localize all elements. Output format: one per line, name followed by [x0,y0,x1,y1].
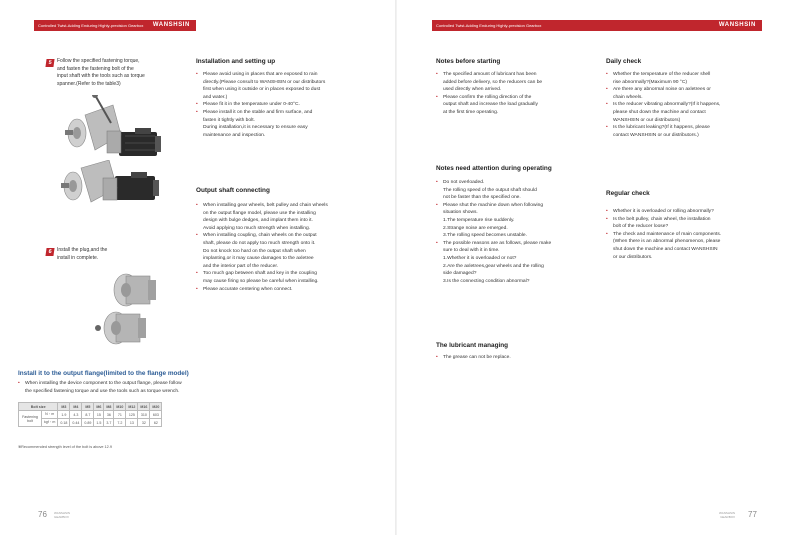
during-operating-list [436,179,596,285]
text-line: Do not knock too hard on the output shaft when [203,248,306,254]
step-6-text [57,247,187,262]
text-line: directly.(Please consult to WANSHSIN or our distributors [203,79,326,85]
output-shaft-list [196,202,371,293]
text-line: and fasten the fastening bolt of the [57,65,134,72]
text-line: • Please shut the machine down when following [443,202,544,208]
text-line: • Is the reducer vibrating abnormally?(If it happens, [613,102,721,108]
text-line: • The check and maintenance of main components. [613,231,722,237]
gearbox-motor-illustration-2 [55,160,180,230]
table-cell: 603 [150,411,162,419]
table-header-cell: M12 [126,403,138,411]
table-cell: 8.7 [82,411,94,419]
header-title: Controlled Twist-Adding Enduring Highly-precision Gearbox [38,23,144,28]
step-6-badge: 6 [45,248,54,256]
text-line: Avoid applying too much strength when installing. [203,225,311,231]
left-page [0,0,396,535]
text-line: output shaft and increase the load gradually [443,102,538,108]
text-line: • The specified amount of lubricant has been [443,72,537,77]
daily-check-list [606,71,766,139]
page-brand-line: WANSHSIN [719,511,736,515]
text-line: on the output flange model, please use the installing [203,210,316,216]
text-line: implanting,or it may cause damages to the axletree [203,256,314,262]
text-line: • Too much gap between shaft and key in the coupling [203,271,317,277]
text-line: • Please confirm the rolling direction of the [443,94,532,100]
section-heading-flange: Install it to the output flange(limited to the flange model) [18,370,189,377]
text-line: The rolling speed of the output shaft should [443,187,537,193]
table-cell: 3.7 [104,419,114,427]
text-line: fasten it tightly with bolt. [203,117,255,123]
table-header-cell: M6 [94,403,104,411]
bullet-item [436,179,596,202]
text-line: 1.The temperature rise suddenly. [443,217,515,223]
text-line: side damaged? [443,271,477,277]
section-heading-daily-check: Daily check [606,58,642,65]
page-brand-left [54,512,70,519]
text-line: or our distributors. [613,254,653,260]
page-number-left: 76 [38,510,47,519]
section-heading-installation: Installation and setting up [196,58,276,65]
text-line: input shaft with the tools such as torque [57,73,145,80]
text-line: not be faster than the specified one. [443,195,521,201]
text-line: 2.Strange noise are emerged. [443,225,508,231]
bullet-item [606,71,766,86]
bullet-item [18,380,278,395]
page-brand-line: WANSHSIN [54,511,71,515]
text-line: and the interior part of the reducer. [203,263,279,269]
table-row [19,411,162,419]
flange-list [18,380,278,395]
bullet-item [196,109,371,139]
text-line: • Are there any abnormal noise on axletrees or [613,87,711,93]
table-cell: 310 [138,411,150,419]
text-line: • Please install it on the stable and firm surface, and [203,109,313,115]
text-line: bolt of the reducer loose? [613,224,669,230]
bullet-item [606,124,766,139]
text-line: install in complete. [57,254,99,261]
text-line: may cause firing so please be careful when installing. [203,278,319,284]
motor-body [119,128,161,156]
step-5-badge: 5 [45,59,54,67]
text-line: • The grease can not be replace. [443,355,511,360]
page-brand-line: GEARBOX [720,514,736,519]
regular-check-list [606,208,766,261]
bullet-item [436,94,596,117]
text-line: • Is the lubricant leaking?(If it happens, please [613,125,710,131]
bullet-item [196,286,371,294]
text-line: at the first time operating. [443,109,499,115]
bolt-strength-note: ※Recommended strength level of the bolt is above 12.9 [18,445,112,449]
step-5-text [57,58,187,88]
table-cell: 1.5 [94,419,104,427]
before-starting-list [436,71,596,117]
bullet-item [606,101,766,124]
text-line: shut down the machine and contact WANSHSIN [613,246,718,252]
table-header-cell: M5 [82,403,94,411]
bullet-item [196,202,371,232]
table-cell: 1.9 [58,411,70,419]
table-cell: 15 [94,411,104,419]
table-cell: 7.2 [114,419,126,427]
text-line: • Do not overloaded. [443,180,485,185]
section-heading-regular-check: Regular check [606,190,650,197]
text-line: maintenance and inspection. [203,132,266,138]
table-cell: 71 [114,411,126,419]
text-line: 2.Are the axletrees,gear wheels and the rolling [443,263,544,269]
text-line: first when using it outside or in places exposed to dust [203,87,321,93]
header-bar [34,20,144,31]
section-heading-lubricant: The lubricant managing [436,342,509,349]
text-line: • Is the belt pulley, chain wheel, the installation [613,216,711,222]
page-brand-right [719,512,735,519]
text-line: • Whether the temperature of the reducer shell [613,72,711,77]
text-line: 3.The rolling speed becomes unstable. [443,233,528,239]
text-line: • Whether it is overloaded or rolling abnormally? [613,209,714,214]
table-cell: 32 [138,419,150,427]
bullet-item [196,71,371,101]
text-line: 1.Whether it is overloaded or not? [443,255,517,261]
text-line: • Please avoid using in places that are exposed to rain [203,72,318,77]
bullet-item [436,354,596,362]
text-line: • When installing the device component to the output flange, please follow [25,381,182,386]
table-row-label: Fastening bolt [19,411,42,427]
text-line: design with bulge dedges, and implant them into it. [203,218,313,224]
text-line: added before delivery, so the reducers can be [443,79,543,85]
text-line: chain wheels. [613,94,643,100]
text-line: spanner.(Refer to the table3) [57,80,121,87]
right-page [397,0,793,535]
fastening-torque-table [18,402,162,427]
text-line: used directly when arrived. [443,87,502,93]
bullet-item [606,86,766,101]
table-header-cell: M8 [104,403,114,411]
table-cell: 125 [126,411,138,419]
text-line: • When installing coupling, chain wheels on the output [203,233,317,239]
text-line: Follow the specified fastening torque, [57,58,140,64]
text-line: situation shows. [443,210,478,216]
table-header-cell: M16 [138,403,150,411]
table-header-cell: Bolt size [19,403,58,411]
text-line: • Please fit it in the temperature under 0-40°C. [203,102,300,108]
bullet-item [436,240,596,286]
text-line: the specified fastening torque and use the tools such as torque wrench. [25,388,180,394]
header-title: Controlled Twist-Adding Enduring Highly-precision Gearbox [436,23,542,28]
section-heading-output-shaft: Output shaft connecting [196,187,270,194]
lubricant-list [436,354,596,362]
bullet-item [196,101,371,109]
table-header-cell: M10 [114,403,126,411]
text-line: Install the plug,and the [57,247,108,253]
text-line: (When there is an abnormal phenomenon, please [613,239,721,245]
table-cell: 0.44 [70,419,82,427]
installation-list [196,71,371,139]
text-line: please shut down the machine and contact [613,109,706,115]
table-unit-cell: kgf・m [42,419,58,427]
bullet-item [196,270,371,285]
text-line: sure to deal with it in time. [443,248,500,254]
gearbox-plug-illustration [90,268,190,350]
text-line: rise abnormally?(Maximum 90 °C) [613,79,687,85]
gearbox-body [65,105,121,153]
bullet-item [436,202,596,240]
table-header-cell: M20 [150,403,162,411]
table-header-cell: M4 [70,403,82,411]
bullet-item [436,71,596,94]
text-line: shaft, please do not apply too much strength onto it. [203,240,316,246]
table-cell: 62 [150,419,162,427]
table-cell: 13 [126,419,138,427]
header-bar [432,20,762,31]
page-number-right: 77 [748,510,757,519]
bullet-item [606,231,766,261]
text-line: • The possible reasons are as follows, please make [443,240,552,246]
bullet-item [606,216,766,231]
bullet-item [196,232,371,270]
page-brand-line: GEARBOX [54,514,69,519]
text-line: • Please accurate centering when connect. [203,286,293,292]
text-line: During installation,it is necessary to ensure easy [203,125,308,131]
text-line: 3.Is the connecting condition abnormal? [443,278,530,284]
text-line: and water.) [203,94,228,100]
section-heading-before-starting: Notes before starting [436,58,501,65]
table-header-cell: M3 [58,403,70,411]
table-cell: 0.89 [82,419,94,427]
table-unit-cell: N・m [42,411,58,419]
table-header-row [19,403,162,411]
table-cell: 36 [104,411,114,419]
table-cell: 0.18 [58,419,70,427]
section-heading-during-operating: Notes need attention during operating [436,165,552,172]
text-line: • When installing gear wheels, belt pulley and chain wheels [203,203,328,208]
text-line: WANSHSIN or our distributors) [613,117,681,123]
header-logo-bar [144,20,196,31]
table-cell: 4.3 [70,411,82,419]
text-line: contact WANSHSIN or our distributors.) [613,132,699,138]
brand-logo: WANSHSIN [718,22,756,28]
brand-logo: WANSHSIN [152,22,190,28]
bullet-item [606,208,766,216]
